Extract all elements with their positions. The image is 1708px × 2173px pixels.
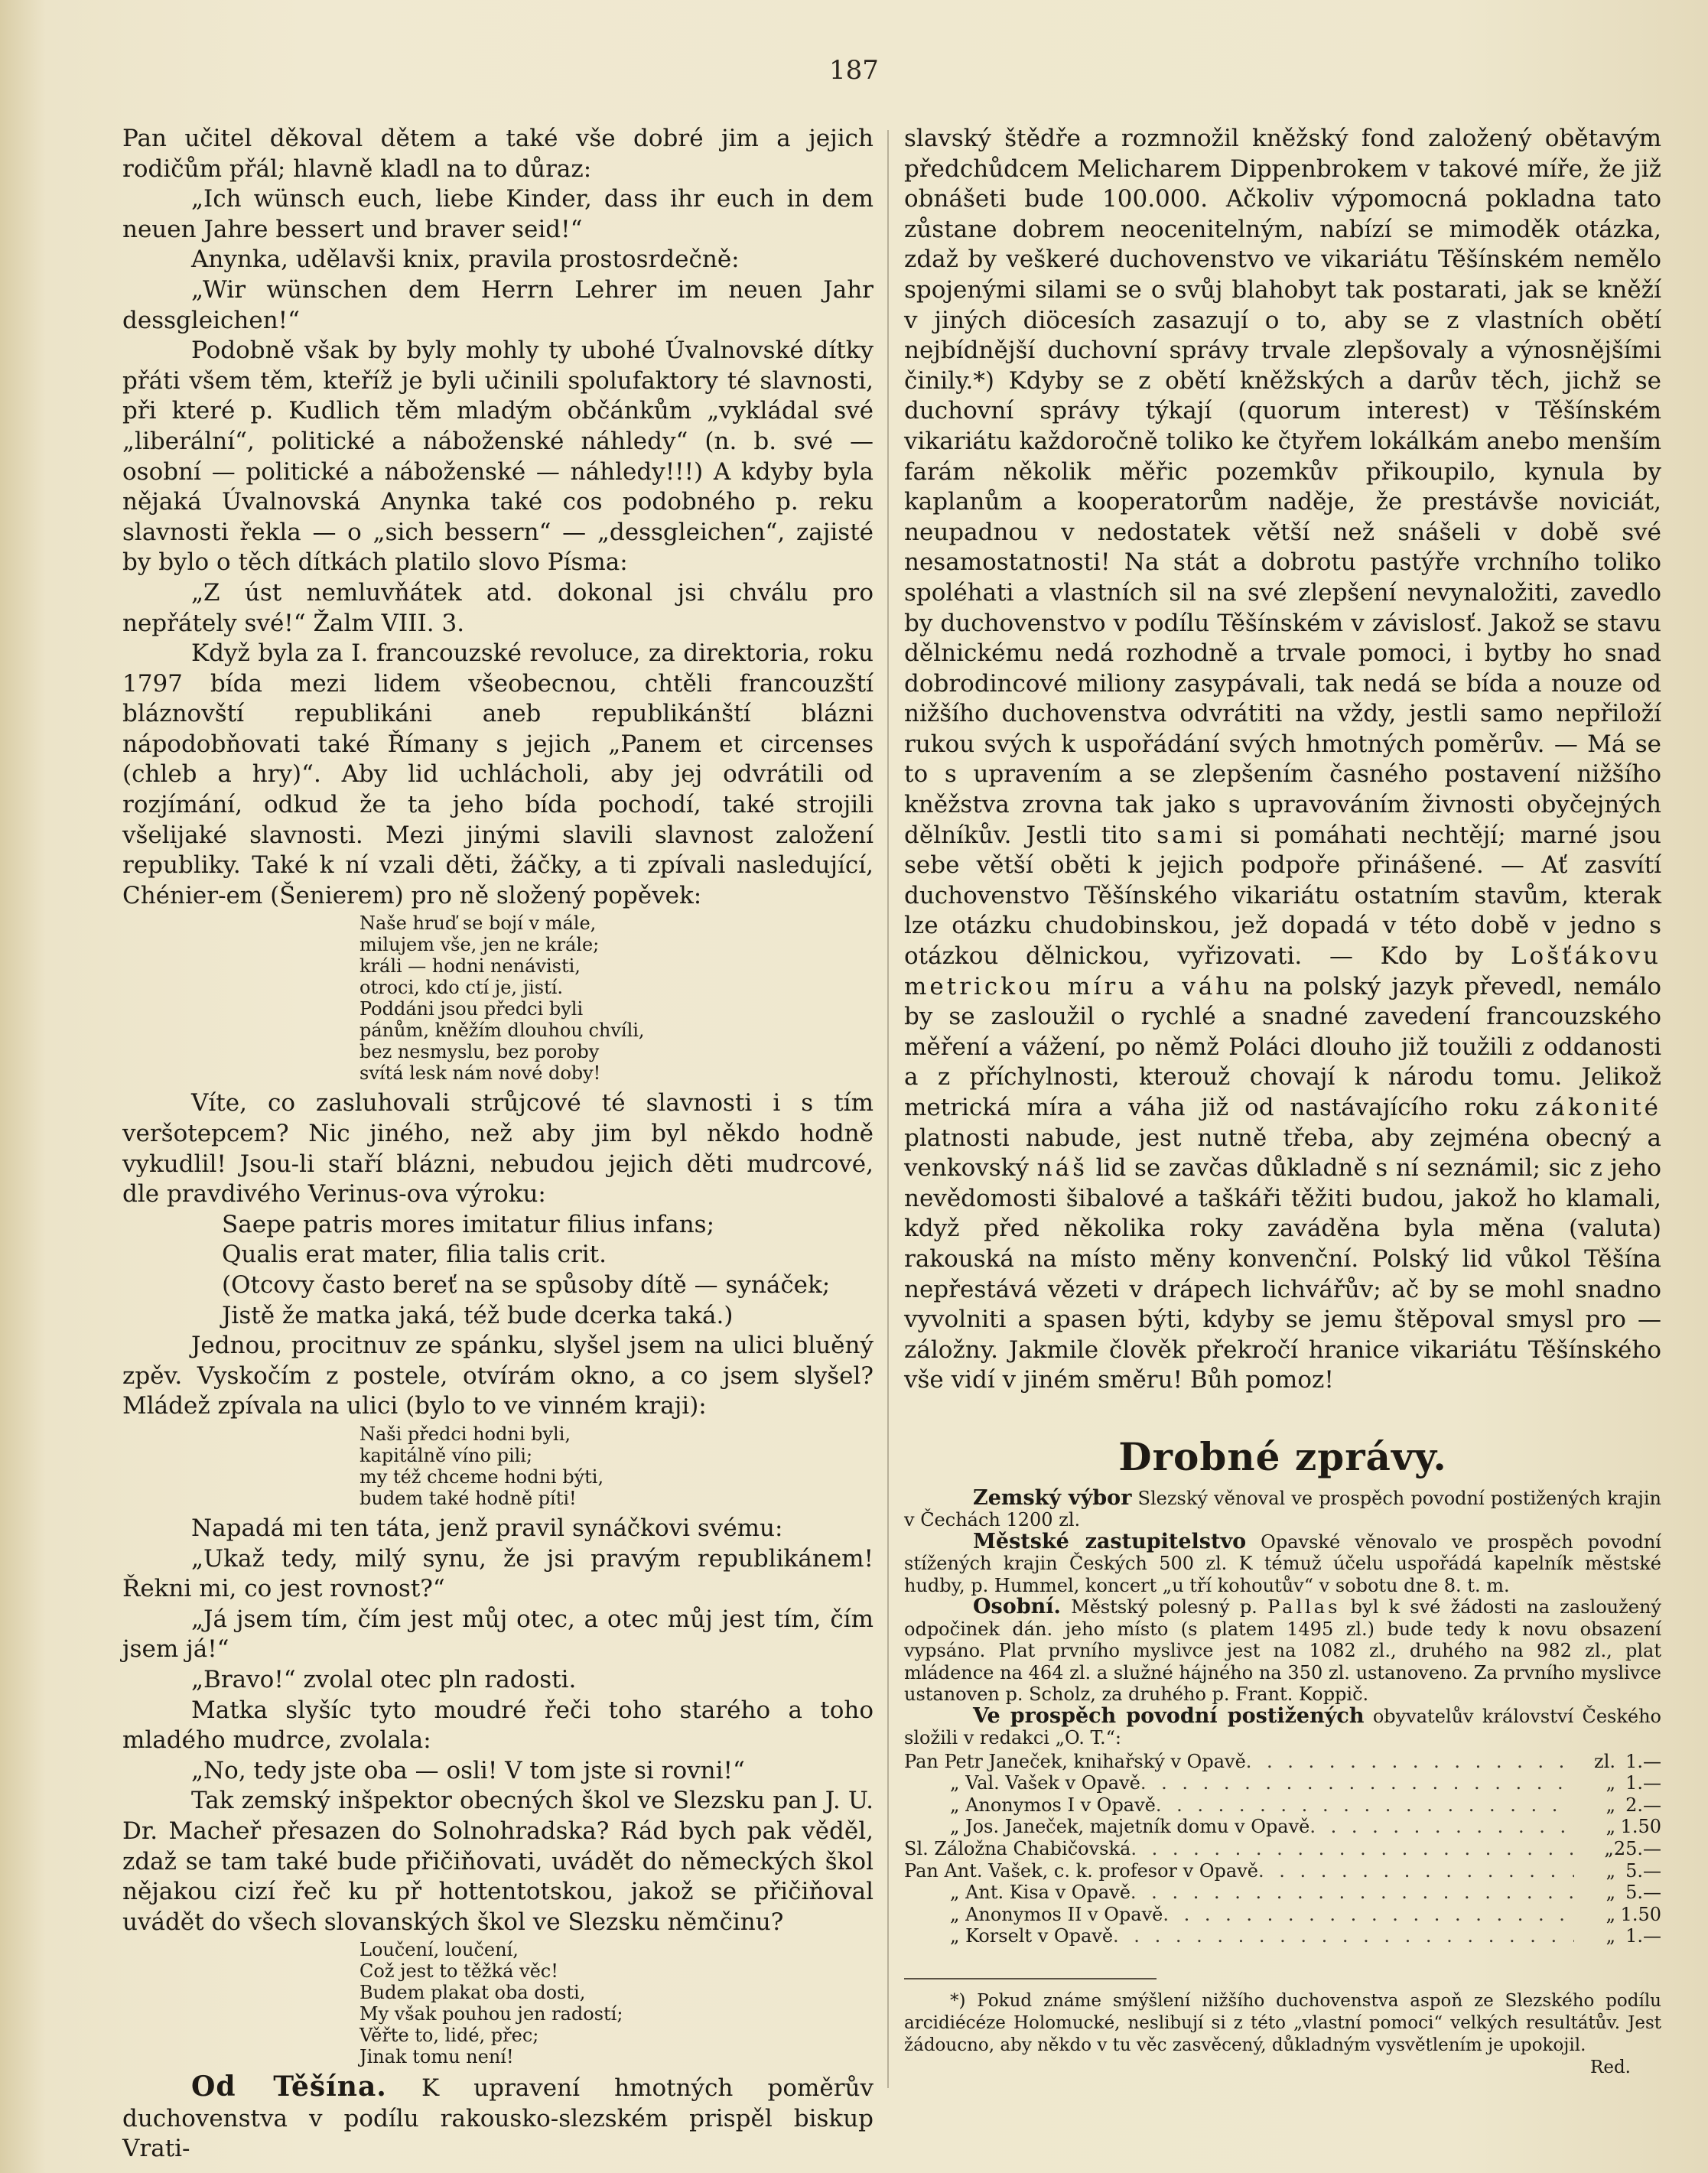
verse-line: Věřte to, lidé, přec;	[359, 2025, 539, 2047]
donor-row	[904, 1794, 1661, 1817]
verse-line: svítá lesk nám nové doby!	[359, 1062, 601, 1085]
verse-line: bez nesmyslu, bez poroby	[359, 1041, 600, 1063]
donor-list	[904, 1751, 1661, 1947]
verse-line: (Otcovy často bereť na se spůsoby dítě — synáček;	[222, 1271, 831, 1299]
paragraph-text: si pomáhati nechtějí; marné jsou sebe větší oběti k jejich podpoře přinášené. — Ať zasvítí duchovenstvo Těšínského vikariátu ostatním stavům, kterak lze otázku chudobinskou, jež dopadá v této době v jedno s otázkou dělnickou, vyřizovati. — Kdo by	[904, 821, 1662, 971]
leader-dots	[1131, 1838, 1573, 1860]
donor-unit: „	[1606, 1903, 1615, 1925]
dialogue-line: „No, tedy jste oba — osli! V tom jste si rovni!“	[191, 1756, 745, 1784]
news-text: obyvatelův království Českého složili v redakci „O. T.“:	[904, 1705, 1661, 1749]
donor-name: „ Anonymos II v Opavě	[950, 1903, 1163, 1925]
verse-line: Jistě že matka jaká, též bude dcerka taká.)	[222, 1301, 734, 1329]
news-lead: Zemský výbor	[973, 1485, 1132, 1510]
verse-line: My však pouhou jen radostí;	[359, 2003, 623, 2025]
spaced-emphasis: sami	[1157, 821, 1225, 849]
donor-unit: „	[1606, 1772, 1615, 1794]
verse-line: kapitálně víno pili;	[359, 1444, 533, 1466]
donor-row	[904, 1772, 1661, 1794]
paragraph: Napadá mi ten táta, jenž pravil synáčkovi svému:	[191, 1514, 783, 1542]
donor-amount: 1.—	[1625, 1772, 1661, 1794]
paragraph: Tak zemský inšpektor obecných škol ve Slezsku pan J. U. Dr. Macheř přesazen do Solnohradska? Rád bych pak věděl, zdaž se tam také bude přičiňovati, uvádět do německých škol nějakou cizí řeč ku př hottentotskou, jakož se přičiňoval uvádět do všech slovanských škol ve Slezsku němčinu?	[122, 1787, 874, 1936]
news-text: Slezský věnoval ve prospěch povodní postižených krajin v Čechách 1200 zl.	[904, 1487, 1661, 1531]
donor-row	[904, 1904, 1661, 1926]
quote-german-anynka: „Wir wünschen dem Herrn Lehrer im neuen Jahr dessgleichen!“	[122, 275, 874, 334]
verse-farewell	[359, 1939, 874, 2067]
news-text: Městský polesný p.	[1071, 1596, 1257, 1618]
spaced-emphasis: náš	[1036, 1154, 1088, 1182]
news-item	[904, 1531, 1661, 1597]
paragraph-text: lid se zavčas důkladně s ní seznámil; sic z jeho nevědomosti šibalové a taškáři těžiti budou, jakož ho klamali, když před několika roky zaváděna byla měna (valuta) rakouská na místo měny konvenční. Polský lid vůkol Těšína nepřestává vězeti v drápech lichvářův; ač by se mohl snadno vyvolniti a spasen býti, kdyby se jemu štěpoval smysl pro — záložny. Jakmile člověk překročí hranice vikariátu Těšínského vše vidí v jiném směru! Bůh pomoz!	[904, 1154, 1662, 1394]
column-divider	[887, 130, 889, 2088]
donor-unit: „	[1606, 1882, 1615, 1904]
leader-dots	[1140, 1772, 1574, 1794]
donor-name: „ Korselt v Opavě	[950, 1925, 1114, 1947]
donor-amount: 1.50	[1620, 1816, 1661, 1838]
news-lead: Ve prospěch povodní postižených	[973, 1703, 1365, 1728]
footnote: *) Pokud známe smýšlení nižšího duchovenstva aspoň ze Slezského podílu arcidiécéze Holomucké, neslibují si z této „vlastní pomoci“ velkých resultátův. Jest žádoucno, aby někdo v tu věc zasvěcený, důkladným vysvětlením je upokojil.	[904, 1990, 1661, 2055]
verse-line: budem také hodně píti!	[359, 1487, 577, 1509]
footnote-signature: Red.	[1590, 2057, 1631, 2077]
dialogue-line: „Ukaž tedy, milý synu, že jsi pravým republikánem! Řekni mi, co jest rovnost?“	[122, 1544, 874, 1603]
leader-dots	[1113, 1925, 1574, 1947]
verse-line: otroci, kdo ctí je, jistí.	[359, 977, 564, 999]
paragraph-text: platnosti nabude, jest nutně třeba, aby zejména obecný a venkovský	[904, 1124, 1661, 1182]
left-column	[122, 124, 874, 2165]
donor-amount: 1.50	[1620, 1903, 1661, 1925]
donor-amount: 2.—	[1625, 1794, 1661, 1816]
leader-dots	[1156, 1794, 1574, 1817]
news-text: Opavské věnovalo ve prospěch povodní stížených krajin Českých 500 zl. K témuž účelu uspořádá kapelník městské hudby, p. Hummel, koncert „u tří kohoutův“ v sobotu dne 8. t. m.	[904, 1531, 1661, 1596]
right-column	[904, 124, 1661, 2079]
verse-line: my též chceme hodni býti,	[359, 1465, 604, 1488]
donor-name: „ Anonymos I v Opavě	[950, 1794, 1156, 1816]
latin-quote	[222, 1210, 874, 1331]
verse-line: Poddáni jsou předci byli	[359, 998, 584, 1020]
leader-dots	[1258, 1860, 1574, 1882]
donor-amount: 25.—	[1613, 1837, 1661, 1859]
paragraph-text: na polský jazyk převedl, nemálo by se zasloužil o rychlé a snadné zavedení francouzského měření a vážení, po němž Poláci dlouho již toužili z oddanosti a z příchylnosti, kterouž chovají k národu tomu. Jelikož metrická míra a váha již od nastávajícího roku	[904, 972, 1661, 1121]
verse-line: Loučení, loučení,	[359, 1939, 519, 1961]
donor-row	[904, 1816, 1661, 1838]
paragraph: Jednou, procitnuv ze spánku, slyšel jsem na ulici bluěný zpěv. Vyskočím z postele, otvírám okno, a co jsem slyšel? Mládež zpívala na ulici (bylo to ve vinném kraji):	[122, 1332, 874, 1420]
donor-amount: 1.—	[1625, 1925, 1661, 1947]
donor-row	[904, 1860, 1661, 1882]
verse-line: Naši předci hodni byli,	[359, 1423, 571, 1445]
verse-line: Což jest to těžká věc!	[359, 1960, 558, 1983]
paragraph-text: slavský štědře a rozmnožil kněžský fond založený obětavým předchůdcem Melicharem Dippenbrokem v takové míře, že již obnášeti bude 100.000. Ačkoliv výpomocná pokladna tato zůstane dobrem neocenitelným, nabízí se mimoděk otázka, zdaž by veškeré duchovenstvo ve vikariátu Těšínském nemělo spojenými silami se o svůj blahobyt tak postarati, jak se kněží v jiných diöcesích zasazují o to, aby se z vlastních obětí nejbídnější duchovní správy trvale zlepšovaly a výnosnějšími činily.*) Kdyby se z obětí kněžských a darův těch, jichž se duchovní správy týkají (quorum interest) v Těšínském vikariátu každoročně toliko ke čtyřem lokálkám anebo menším farám několik měřic pozemkův přikoupilo, kynula by kaplanům a kooperatorům naděje, že prestávše noviciát, neupadnou v nedostatek větší než snášeli v době své nesamostatnosti! Na stát a dobrotu pastýře vrchního toliko spoléhati a vlastních sil na své zlepšení nevynaložiti, zavedlo by duchovenstvo v podílu Těšínském v závislosť. Jakož se stavu dělnickému nedá rozhodně a trvale pomoci, i bytby ho snad dobrodincové miliony zasypávali, tak nedá se bída a nouze od nižšího duchovenstva odvrátiti na vždy, jestli samo nepřiloží rukou svých k uspořádání svých hmotných poměrův. — Má se to s upravením a se zlepšením časného postavení nižšího kněžstva zrovna tak jako s upravováním živnosti obyčejných dělníkův. Jestli tito	[904, 125, 1661, 849]
donor-unit: „	[1606, 1859, 1615, 1882]
section-signature: Od Těšína.	[191, 2071, 387, 2103]
donor-name: Pan Petr Janeček, knihařský v Opavě	[904, 1750, 1246, 1772]
paragraph: Podobně však by byly mohly ty ubohé Úvalnovské dítky přáti všem těm, kteříž je byli učinili spolufaktory té slavnosti, při které p. Kudlich těm mladým občánkům „vykládal své „liberální“, politické a náboženské náhledy“ (n. b. své — osobní — politické a náboženské — náhledy!!!) A kdyby byla nějaká Úvalnovská Anynka také cos podobného p. reku slavnosti řekla — o „sich bessern“ — „dessgleichen“, zajisté by bylo o těch dítkách platilo slovo Písma:	[122, 337, 874, 577]
news-items	[904, 1485, 1661, 1749]
verse-line: Jinak tomu není!	[359, 2046, 514, 2068]
news-lead: Městské zastupitelstvo	[973, 1529, 1247, 1553]
dialogue-line: „Bravo!“ zvolal otec pln radosti.	[191, 1665, 577, 1693]
paragraph: Víte, co zasluhovali strůjcové té slavnosti i s tím veršotepcem? Nic jiného, než aby jim byl někdo hodně vykudlil! Jsou-li staří blázni, nebudou jejich děti mudrcové, dle pravdivého Verinus-ova výroku:	[122, 1089, 874, 1208]
leader-dots	[1131, 1882, 1574, 1904]
paragraph	[904, 124, 1661, 1396]
paragraph: Když byla za I. francouzské revoluce, za direktoria, roku 1797 bída mezi lidem všeobecnou, chtěli francouzští bláznovští republikáni aneb republikánští blázni nápodobňovati také Římany s jejich „Panem et circenses (chleb a hry)“. Aby lid uchlácholi, aby jej odvrátili od rozjímání, odkud že ta jeho bída pochodí, také strojili všelijaké slavnosti. Mezi jinými slavili slavnost založení republiky. Také k ní vzali děti, žáčky, a ti zpívali nasledující, Chénier-em (Šenierem) pro ně složený popěvek:	[122, 639, 874, 909]
donor-amount: 1.—	[1625, 1750, 1661, 1772]
donor-unit: „	[1606, 1794, 1615, 1816]
verse-chenier	[359, 912, 874, 1084]
news-text: byl k své žádosti na zasloužený odpočinek dán. jeho místo (s platem 1495 zl.) bude tedy k novu obsazení vypsáno. Plat prvního myslivce jest na 1082 zl., druhého na 982 zl., plat mládence na 464 zl. a služné hájného na 350 zl. ustanoveno. Za prvního myslivce ustanoven p. Scholz, za druhého p. Frant. Koppič.	[904, 1596, 1661, 1706]
donor-name: Pan Ant. Vašek, c. k. profesor v Opavě	[904, 1859, 1258, 1882]
leader-dots	[1163, 1904, 1574, 1926]
news-item	[904, 1703, 1661, 1749]
donor-unit: „	[1606, 1925, 1615, 1947]
donor-amount: 5.—	[1625, 1882, 1661, 1904]
donor-row	[904, 1838, 1661, 1860]
donor-row	[904, 1925, 1661, 1947]
donor-unit: „	[1606, 1816, 1615, 1838]
verse-line: Naše hruď se bojí v mále,	[359, 912, 597, 935]
news-item	[904, 1485, 1661, 1531]
donor-row	[904, 1751, 1661, 1773]
verse-line: králi — hodni nenávisti,	[359, 955, 581, 978]
paragraph-text: K upravení hmotných poměrův duchovenstva v podílu rakousko-slezském prispěl biskup Vrati-	[122, 2074, 874, 2163]
donor-name: „ Ant. Kisa v Opavě	[950, 1882, 1131, 1904]
donor-amount: 5.—	[1625, 1859, 1661, 1882]
donor-name: Sl. Záložna Chabičovská	[904, 1837, 1131, 1859]
paragraph: Matka slyšíc tyto moudré řeči toho starého a toho mladého mudrce, zvolala:	[122, 1696, 874, 1755]
footnote-rule	[904, 1978, 1157, 1979]
donor-unit: „	[1604, 1837, 1614, 1859]
paragraph	[122, 2072, 874, 2165]
leader-dots	[1246, 1751, 1574, 1773]
donor-unit: zl.	[1594, 1750, 1615, 1772]
spaced-emphasis: Lošťákovu metrickou míru a váhu	[904, 942, 1661, 1000]
page-number: 187	[829, 55, 879, 86]
verse-line: milujem vše, jen ne krále;	[359, 934, 600, 956]
verse-line: Budem plakat oba dosti,	[359, 1982, 586, 2004]
news-item	[904, 1596, 1661, 1706]
leader-dots	[1309, 1816, 1574, 1838]
verse-line: Qualis erat mater, filia talis crit.	[222, 1241, 607, 1269]
news-lead: Osobní.	[973, 1595, 1061, 1619]
verse-line: Saepe patris mores imitatur filius infans;	[222, 1210, 715, 1238]
verse-line: pánům, kněžím dlouhou chvíli,	[359, 1020, 645, 1042]
spaced-emphasis: Pallas	[1267, 1596, 1341, 1618]
dialogue-line: „Já jsem tím, čím jest můj otec, a otec můj jest tím, čím jsem já!“	[122, 1605, 874, 1664]
verse-wine	[359, 1423, 874, 1509]
paragraph: Pan učitel děkoval dětem a také vše dobré jim a jejich rodičům přál; hlavně kladl na to důraz:	[122, 125, 874, 183]
spaced-emphasis: zákonité	[1535, 1094, 1661, 1121]
donor-row	[904, 1882, 1661, 1904]
donor-name: „ Jos. Janeček, majetník domu v Opavě	[950, 1816, 1310, 1838]
news-heading: Drobné zprávy.	[1118, 1433, 1447, 1479]
donor-name: „ Val. Vašek v Opavě	[950, 1772, 1140, 1794]
quote-german-teacher: „Ich wünsch euch, liebe Kinder, dass ihr euch in dem neuen Jahre bessert und braver seid!“	[122, 185, 874, 243]
psalm-quote: „Z úst nemluvňátek atd. dokonal jsi chválu pro nepřátely své!“ Žalm VIII. 3.	[122, 578, 874, 637]
paragraph: Anynka, udělavši knix, pravila prostosrdečně:	[191, 246, 740, 274]
